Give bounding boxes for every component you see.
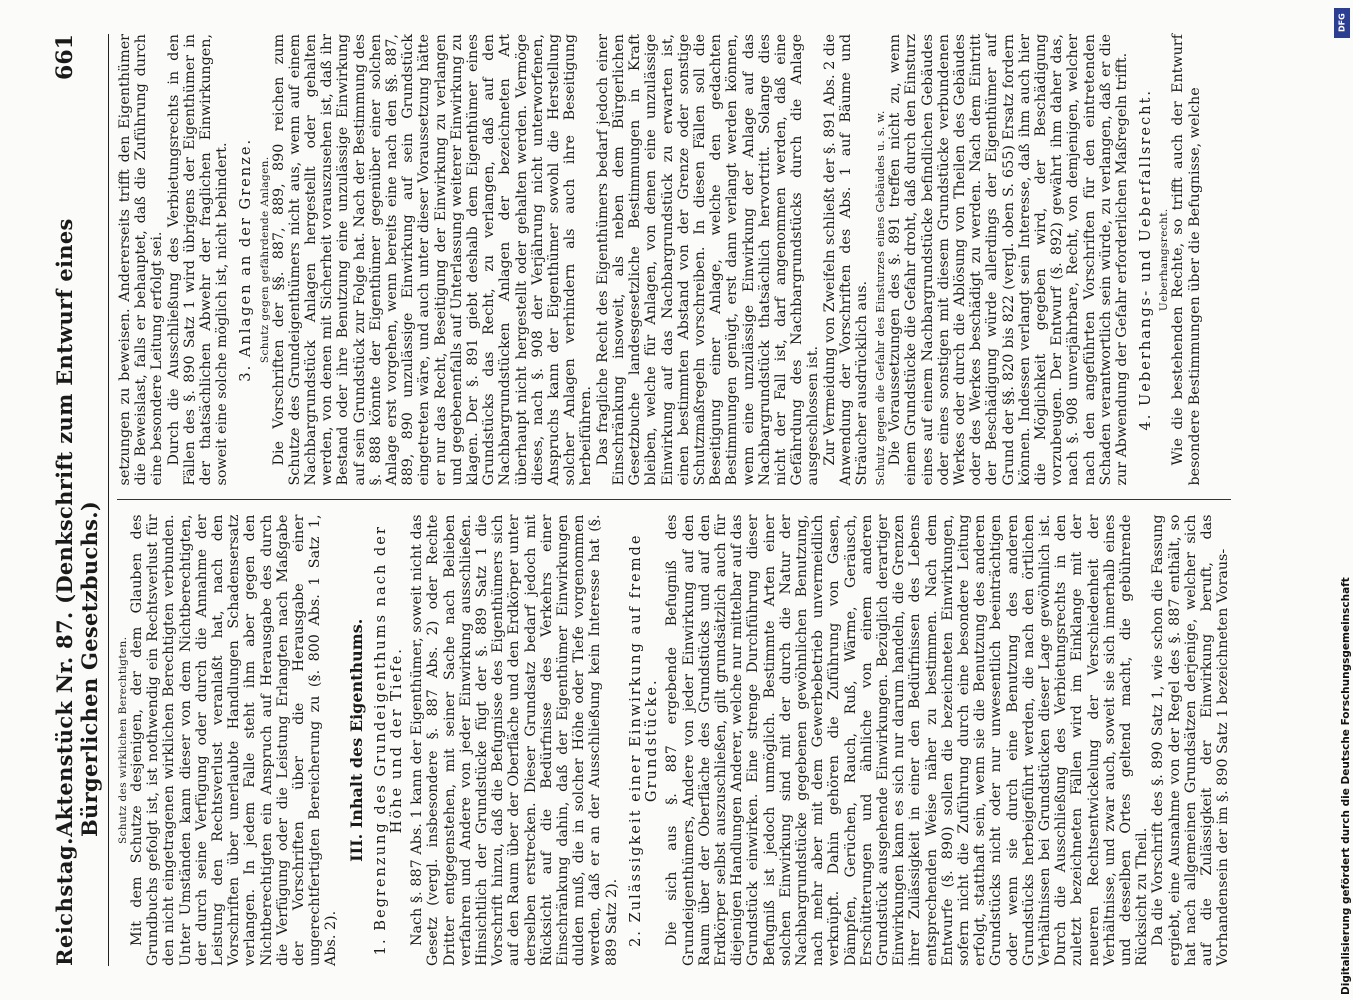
paragraph: Mit dem Schutze desjenigen, der dem Glauben des Grundbuchs gefolgt ist, ist nothwendig ein Rechtsverlust für den nicht eingetragenen wirklichen Berechtigten verbunden. Unter Umständen kann dieser von dem Nichtberechtigten, der durch seine Verfügung oder durch die Annahme der Leistung den Rechtsverlust veranlaßt hat, nach den Vorschriften über unerlaubte Handlungen Schadensersatz verlangen. In jedem Falle steht ihm aber gegen den Nichtberechtigten ein Anspruch auf Herausgabe des durch die Verfügung oder die Leistung Erlangten nach Maßgabe der Vorschriften über die Herausgabe einer ungerechtfertigten Bereicherung zu (§. 800 Abs. 1 Satz 1, Abs. 2). xyxy=(129,514,340,966)
header-title: Aktenstück Nr. 87. (Denkschrift zum Entwurf eines Bürgerlichen Gesetzbuchs.) xyxy=(52,218,102,838)
marginal-heading: Schutz gegen gefährdende Anlagen. xyxy=(258,156,271,364)
paragraph: Die sich aus §. 887 ergebende Befugniß des Grundeigenthümers, Andere von jeder Einwirkung auf den Raum über der Oberfläche des Grundstücks und auf den Erdkörper selbst auszuschließen, gilt grundsätzlich auch für diejenigen Handlungen Anderer, welche nur mittelbar auf das Grundstück einwirken. Eine strenge Durchführung dieser Befugniß ist jedoch unmöglich. Bestimmte Arten einer solchen Einwirkung sind mit der durch die Natur der Nachbargrundstücke gegebenen gewöhnlichen Benutzung, nach mehr aber mit dem Gewerbebetrieb unvermeidlich verknüpft. Dahin gehören die Zuführung von Gasen, Dämpfen, Gerüchen, Rauch, Ruß, Wärme, Geräusch, Erschütterungen und ähnliche von einem anderen Grundstück ausgehende Einwirkungen. Bezüglich derartiger Einwirkungen kann es sich nur darum handeln, die Grenzen ihrer Zulässigkeit in einer den Bedürfnissen des Lebens entsprechenden Weise näher zu bestimmen. Nach dem Entwurfe (§. 890) sollen die bezeichneten Einwirkungen, sofern nicht die Zuführung durch eine besondere Leitung erfolgt, statthaft sein, wenn sie die Benutzung des anderen Grundstücks nicht oder nur unwesentlich beeinträchtigen oder wenn sie durch eine Benutzung des anderen Grundstücks herbeigeführt werden, die nach den örtlichen Verhältnissen bei Grundstücken dieser Lage gewöhnlich ist. Durch die Ausschließung des Verbietungsrechts in den zuletzt bezeichneten Fällen wird im Einklange mit der neueren Rechtsentwickelung der Verschiedenheit der Verhältnisse, und zwar auch, soweit sie sich innerhalb eines und desselben Ortes geltend macht, die gebührende Rücksicht zu Theil. xyxy=(664,514,1151,966)
left-column xyxy=(117,514,1231,966)
paragraph: Das fragliche Recht des Eigenthümers bedarf jedoch einer Einschränkung insoweit, als neben dem Bürgerlichen Gesetzbuche landesgesetzliche Bestimmungen in Kraft bleiben, welche für Anlagen, von denen eine unzulässige Einwirkung auf das Nachbargrundstück zu erwarten ist, einen bestimmten Abstand von der Grenze oder sonstige Schutzmaßregeln vorschreiben. In diesen Fällen soll die Beseitigung einer Anlage, welche den gedachten Bestimmungen genügt, erst dann verlangt werden können, wenn eine unzulässige Einwirkung der Anlage auf das Nachbargrundstück thatsächlich hervortritt. Solange dies nicht der Fall ist, darf angenommen werden, daß eine Gefährdung des Nachbargrundstücks durch die Anlage ausgeschlossen ist. xyxy=(594,34,822,486)
paragraph: setzungen zu beweisen. Andererseits trifft den Eigenthümer die Beweislast, falls er behauptet, daß die Zuführung durch eine besondere Leitung erfolgt sei. xyxy=(117,34,166,486)
right-column xyxy=(117,34,1231,486)
paragraph: Die Vorschriften der §§. 887, 889, 890 reichen zum Schutze des Grundeigenthümers nicht aus, wenn auf einem Nachbargrundstück Anlagen hergestellt oder gehalten werden, von denen mit Sicherheit vorauszusehen ist, daß ihr Bestand oder ihre Benutzung eine unzulässige Einwirkung auf sein Grundstück zur Folge hat. Nach der Bestimmung des §. 888 könnte der Eigenthümer gegenüber einer solchen Anlage erst vorgehen, wenn bereits eine nach den §§. 887, 889, 890 unzulässige Einwirkung auf sein Grundstück eingetreten wäre, und auch unter dieser Voraussetzung hätte er nur das Recht, Beseitigung der Einwirkung zu verlangen und gegebenenfalls auf Unterlassung weiterer Einwirkung zu klagen. Der §. 891 giebt deshalb dem Eigenthümer eines Grundstücks das Recht, zu verlangen, daß auf den Nachbargrundstücken Anlagen der bezeichneten Art überhaupt nicht hergestellt oder gehalten werden. Vermöge dieses, nach §. 908 der Verjährung nicht unterworfenen, Anspruchs kann der Eigenthümer sowohl die Herstellung solcher Anlagen verhindern als auch ihre Beseitigung herbeiführen. xyxy=(270,34,595,486)
paragraph: Zur Vermeidung von Zweifeln schließt der §. 891 Abs. 2 die Anwendung der Vorschriften des Abs. 1 auf Bäume und Sträucher ausdrücklich aus. xyxy=(821,34,870,486)
marginal-heading: Ueberhangsrecht. xyxy=(1158,208,1171,312)
paragraph: Die Voraussetzungen des §. 891 treffen nicht zu, wenn einem Grundstücke die Gefahr droht, daß durch den Einsturz eines auf einem Nachbargrundstücke befindlichen Gebäudes oder eines sonstigen mit diesem Grundstücke verbundenen Werkes oder durch die Ablösung von Theilen des Gebäudes oder des Werkes beschädigt zu werden. Nach dem Eintritt der Beschädigung würde allerdings der Eigenthümer auf Grund der §§. 820 bis 822 (vergl. oben S. 655) Ersatz fordern können. Indessen verlangt sein Interesse, daß ihm auch hier die Möglichkeit gegeben wird, der Beschädigung vorzubeugen. Der Entwurf (§. 892) gewährt ihm daher das, nach §. 908 unverjährbare, Recht, von demjenigen, welcher nach den angeführten Vorschriften für den eintretenden Schaden verantwortlich sein würde, zu verlangen, daß er die zur Abwendung der Gefahr erforderlichen Maßregeln trifft. xyxy=(887,34,1130,486)
subsection-heading: 2. Zulässigkeit einer Einwirkung auf fremde Grundstücke. xyxy=(626,533,661,947)
subsection-heading: 1. Begrenzung des Grundeigenthums nach der Höhe und der Tiefe. xyxy=(371,525,406,956)
marginal-heading: Schutz des wirklichen Berechtigten. xyxy=(117,636,129,844)
dfg-logo: DFG xyxy=(1334,8,1350,38)
paragraph: Durch die Ausschließung des Verbietungsrechts in den Fällen des §. 890 Satz 1 wird übrigens der Eigenthümer in der thatsächlichen Abwehr der fraglichen Einwirkungen, soweit eine solche möglich ist, nicht behindert. xyxy=(165,34,231,486)
paragraph: Nach §. 887 Abs. 1 kann der Eigenthümer, soweit nicht das Gesetz (vergl. insbesondere §. 887 Abs. 2) oder Rechte Dritter entgegenstehen, mit seiner Sache nach Belieben verfahren und Andere von jeder Einwirkung ausschließen. Hinsichtlich der Grundstücke fügt der §. 889 Satz 1 die Vorschrift hinzu, daß die Befugnisse des Eigenthümers sich auf den Raum über der Oberfläche und den Erdkörper unter derselben erstrecken. Dieser Grundsatz bedarf jedoch mit Rücksicht auf die Bedürfnisse des Verkehrs einer Einschränkung dahin, daß der Eigenthümer Einwirkungen dulden muß, die in solcher Höhe oder Tiefe vorgenommen werden, daß er an der Ausschließung kein Interesse hat (§. 889 Satz 2). xyxy=(409,514,620,966)
two-column-body xyxy=(117,34,1231,966)
header-left: Reichstag. xyxy=(52,837,77,966)
paragraph: Wie die bestehenden Rechte, so trifft auch der Entwurf besondere Bestimmungen über die Befugnisse, welche xyxy=(1170,34,1203,486)
running-header xyxy=(52,34,109,966)
column-divider xyxy=(117,500,1231,501)
paragraph: Da die Vorschrift des §. 890 Satz 1, wie schon die Fassung ergiebt, eine Ausnahme von der Regel des §. 887 enthält, so hat nach allgemeinen Grundsätzen derjenige, welcher sich auf die Zulässigkeit der Einwirkung beruft, das Vorhandensein der im §. 890 Satz 1 bezeichneten Voraus- xyxy=(1150,514,1232,966)
section-heading: III. Inhalt des Eigenthums. xyxy=(346,618,366,862)
subsection-heading: 3. Anlagen an der Grenze. xyxy=(237,137,255,382)
marginal-note: Schutz gegen die Gefahr des Einsturzes eines Gebäudes u. s. w. xyxy=(874,110,888,486)
page-number: 661 xyxy=(52,34,78,80)
subsection-heading: 4. Ueberhangs- und Ueberfallsrecht. xyxy=(1137,88,1155,431)
digitization-credit: Digitalisierung gefördert durch die Deutsche Forschungsgemeinschaft xyxy=(1340,577,1352,995)
